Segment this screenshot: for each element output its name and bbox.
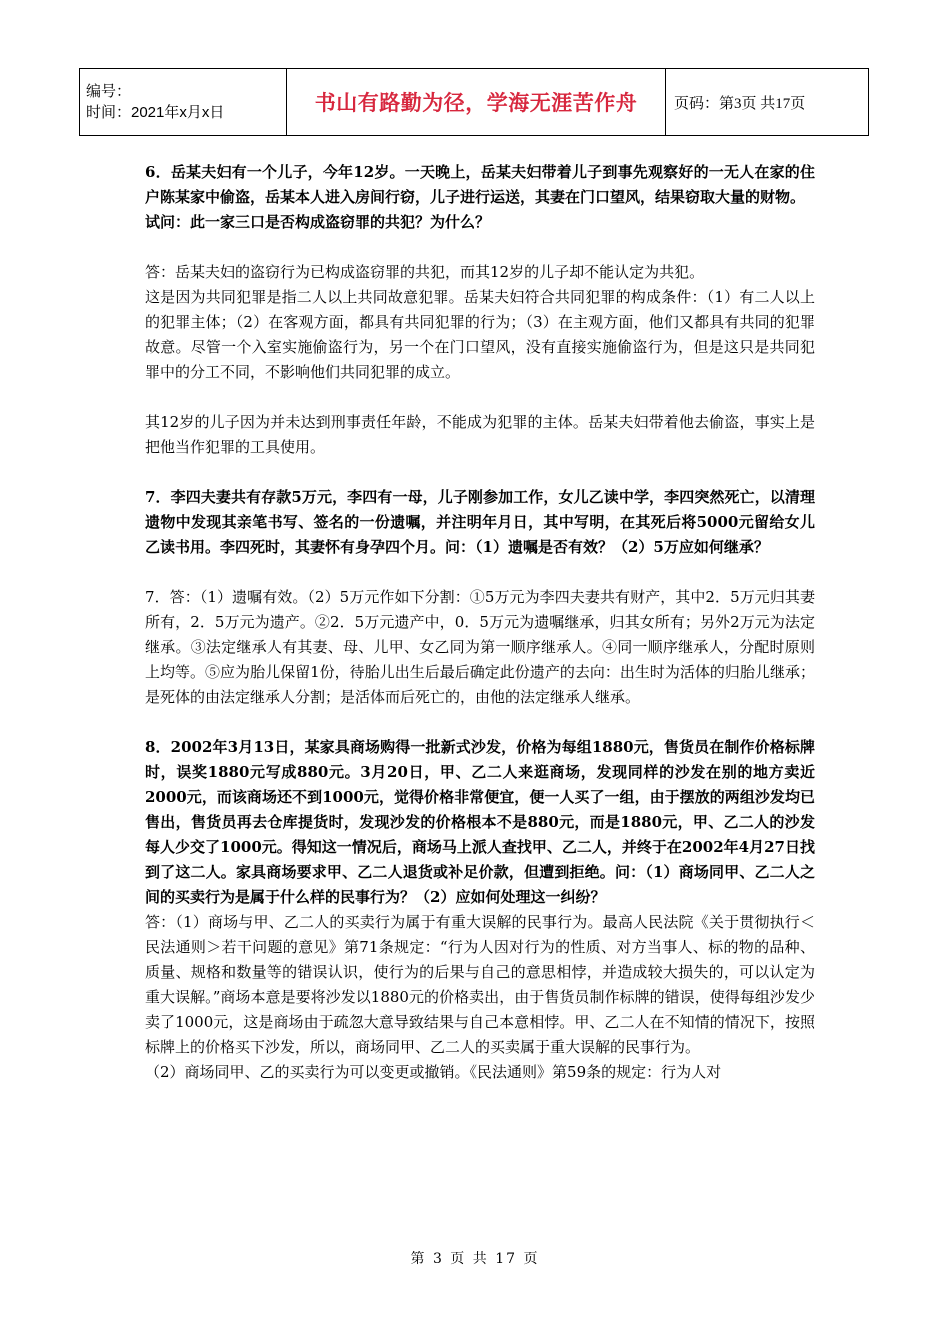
paragraph-gap bbox=[145, 385, 815, 410]
answer-paragraph: 答：（1）商场与甲、乙二人的买卖行为属于有重大误解的民事行为。最高人民法院《关于贯彻执行＜民法通则＞若干问题的意见》第71条规定：“行为人因对行为的性质、对方当事人、标的物的品种、质量、规格和数量等的错误认识，使行为的后果与自己的意思相悖，并造成较大损失的，可以认定为重大误解。”商场本意是要将沙发以1880元的价格卖出，由于售货员制作标牌的错误，使得每组沙发少卖了1000元，这是商场由于疏忽大意导致结果与自己本意相悖。甲、乙二人在不知情的情况下，按照标牌上的价格买下沙发，所以，商场同甲、乙二人的买卖属于重大误解的民事行为。 bbox=[145, 913, 815, 1056]
page-footer: 第 3 页 共 17 页 bbox=[410, 1251, 540, 1267]
answer-paragraph: （2）商场同甲、乙的买卖行为可以变更或撤销。《民法通则》第59条的规定：行为人对 bbox=[145, 1063, 722, 1081]
answer-paragraph: 答：岳某夫妇的盗窃行为已构成盗窃罪的共犯，而其12岁的儿子却不能认定为共犯。 bbox=[145, 263, 705, 281]
document-body bbox=[145, 160, 815, 1085]
paragraph-gap bbox=[145, 235, 815, 260]
paragraph-gap bbox=[145, 560, 815, 585]
header-page-cell bbox=[666, 69, 869, 136]
answer-paragraph: 这是因为共同犯罪是指二人以上共同故意犯罪。岳某夫妇符合共同犯罪的构成条件：（1）有二人以上的犯罪主体；（2）在客观方面，都具有共同犯罪的行为；（3）在主观方面，他们又都具有共同的犯罪故意。尽管一个入室实施偷盗行为，另一个在门口望风，没有直接实施偷盗行为，但是这只是共同犯罪中的分工不同，不影响他们共同犯罪的成立。 bbox=[145, 288, 815, 381]
answer-paragraph: 其12岁的儿子因为并未达到刑事责任年龄，不能成为犯罪的主体。岳某夫妇带着他去偷盗，事实上是把他当作犯罪的工具使用。 bbox=[145, 413, 815, 456]
motto-text: 书山有路勤为径，学海无涯苦作舟 bbox=[314, 91, 638, 115]
page-info-text: 页码：第3页 共17页 bbox=[674, 95, 806, 112]
header-table bbox=[79, 68, 869, 136]
question-paragraph: 7．李四夫妻共有存款5万元，李四有一母，儿子刚参加工作，女儿乙读中学，李四突然死亡，以清理遗物中发现其亲笔书写、签名的一份遗嘱，并注明年月日，其中写明，在其死后将5000元留给女儿乙读书用。李四死时，其妻怀有身孕四个月。问：（1）遗嘱是否有效？（2）5万应如何继承？ bbox=[145, 488, 815, 556]
header-meta-cell bbox=[80, 69, 287, 136]
paragraph-gap bbox=[145, 710, 815, 735]
paragraph-gap bbox=[145, 460, 815, 485]
question-paragraph: 6．岳某夫妇有一个儿子，今年12岁。一天晚上，岳某夫妇带着儿子到事先观察好的一无人在家的住户陈某家中偷盗，岳某本人进入房间行窃，儿子进行运送，其妻在门口望风，结果窃取大量的财物。 bbox=[145, 163, 815, 206]
question-paragraph: 8．2002年3月13日，某家具商场购得一批新式沙发，价格为每组1880元，售货员在制作价格标牌时，误奖1880元写成880元。3月20日，甲、乙二人来逛商场，发现同样的沙发在别的地方卖近2000元，而该商场还不到1000元，觉得价格非常便宜，便一人买了一组，由于摆放的两组沙发均已售出，售货员再去仓库提货时，发现沙发的价格根本不是880元，而是1880元，甲、乙二人的沙发每人少交了1000元。得知这一情况后，商场马上派人查找甲、乙二人，并终于在2002年4月27日找到了这二人。家具商场要求甲、乙二人退货或补足价款，但遭到拒绝。问：（1）商场同甲、乙二人之间的买卖行为是属于什么样的民事行为？（2）应如何处理这一纠纷？ bbox=[145, 738, 815, 906]
document-time-label: 时间：2021年x月x日 bbox=[86, 104, 225, 121]
answer-paragraph: 7．答：（1）遗嘱有效。（2）5万元作如下分割：①5万元为李四夫妻共有财产，其中2．5万元归其妻所有，2．5万元为遗产。②2．5万元遗产中，0．5万元为遗嘱继承，归其女所有；另外2万元为法定继承。③法定继承人有其妻、母、儿甲、女乙同为第一顺序继承人。④同一顺序继承人，分配时原则上均等。⑤应为胎儿保留1份，待胎儿出生后最后确定此份遗产的去向：出生时为活体的归胎儿继承；是死体的由法定继承人分割；是活体而后死亡的，由他的法定继承人继承。 bbox=[145, 588, 815, 706]
question-paragraph: 试问：此一家三口是否构成盗窃罪的共犯？为什么？ bbox=[145, 213, 491, 231]
document-number-label: 编号： bbox=[86, 83, 132, 100]
header-motto-cell bbox=[287, 69, 666, 136]
